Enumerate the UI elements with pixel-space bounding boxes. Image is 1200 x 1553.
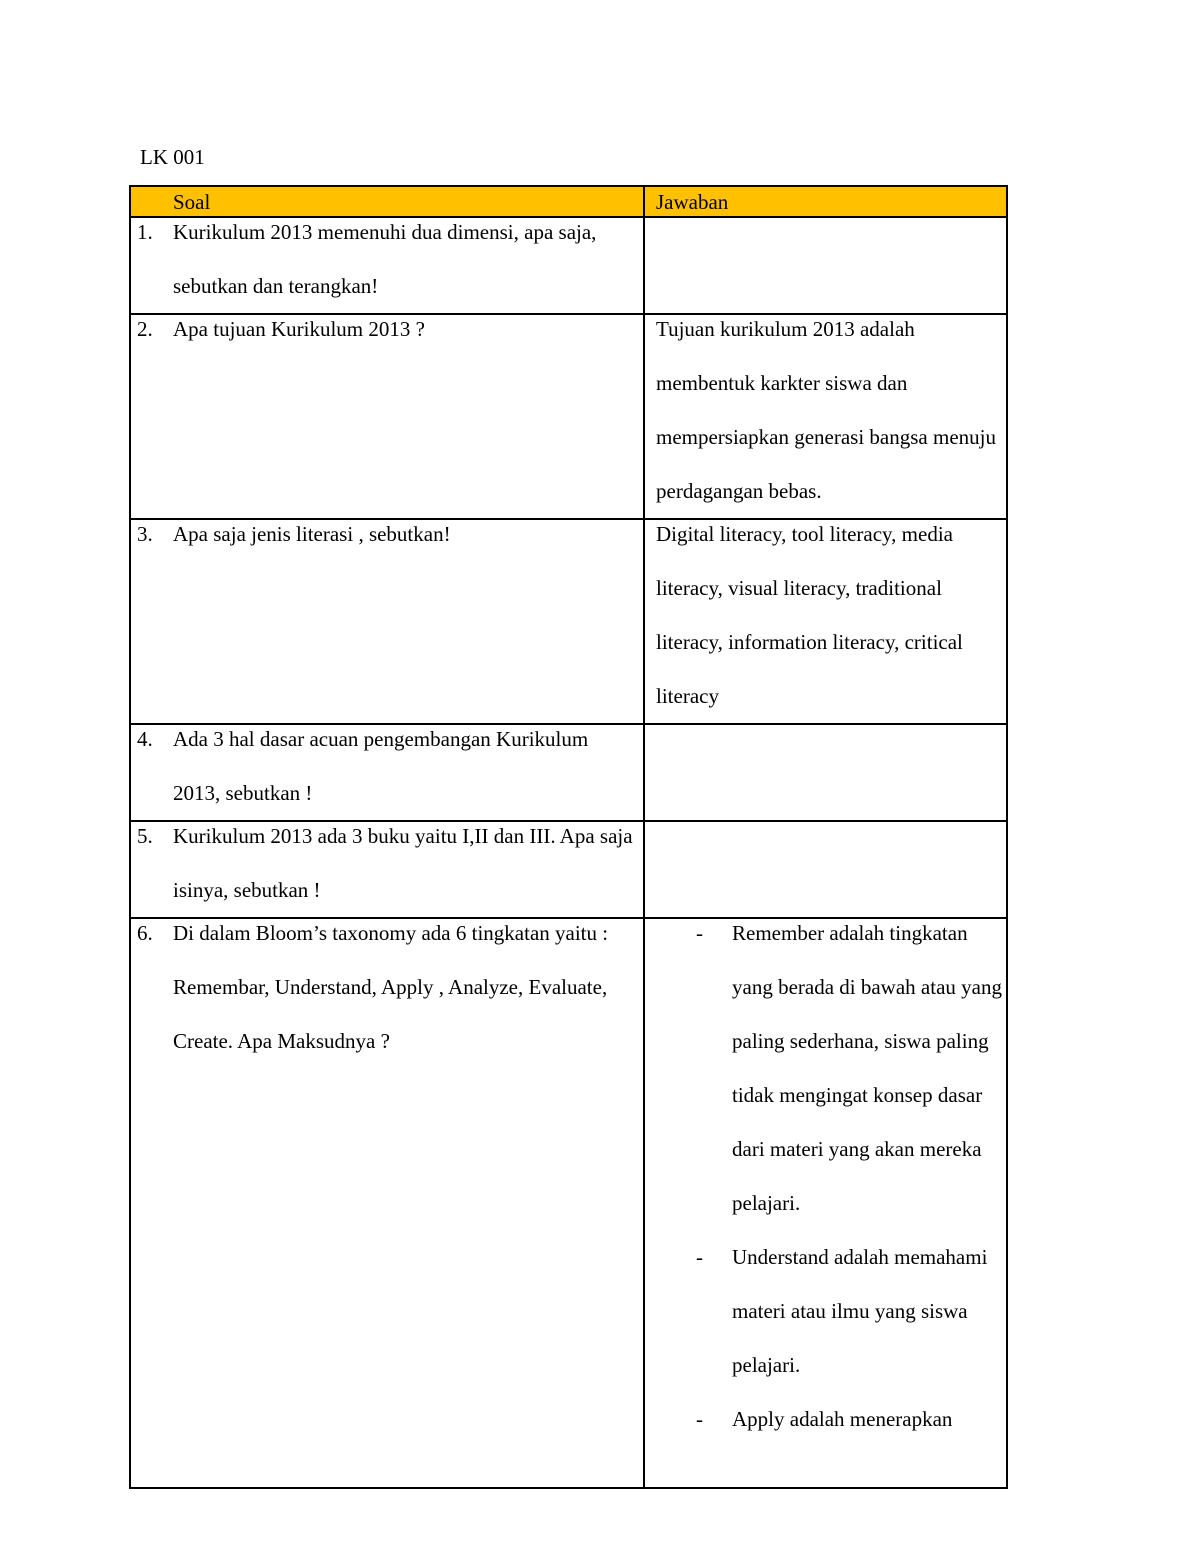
question-number: 4. — [137, 727, 153, 751]
list-item — [651, 918, 1002, 1230]
table-row — [130, 314, 1007, 519]
question-text: Apa saja jenis literasi , sebutkan! — [173, 522, 451, 546]
table-row — [130, 918, 1007, 1488]
question-number: 5. — [137, 824, 153, 848]
answer-cell — [644, 821, 1007, 918]
table-row — [130, 217, 1007, 314]
question-text: Di dalam Bloom’s taxonomy ada 6 tingkatan yaitu : Remembar, Understand, Apply , Analyze, Evaluate, Create. Apa Maksudnya ? — [173, 921, 609, 1053]
bullet-dash: - — [696, 921, 703, 945]
answer-cell — [644, 217, 1007, 314]
question-text: Kurikulum 2013 ada 3 buku yaitu I,II dan III. Apa saja isinya, sebutkan ! — [173, 824, 633, 902]
answer-bullet-list — [651, 918, 1002, 1446]
question-cell — [130, 519, 644, 724]
table-row — [130, 821, 1007, 918]
answer-cell — [644, 918, 1007, 1488]
bullet-dash: - — [696, 1245, 703, 1269]
question-text: Apa tujuan Kurikulum 2013 ? — [173, 317, 425, 341]
worksheet-table — [129, 185, 1008, 1489]
question-text: Kurikulum 2013 memenuhi dua dimensi, apa saja, sebutkan dan terangkan! — [173, 220, 597, 298]
list-item — [651, 1392, 1002, 1446]
question-cell — [130, 217, 644, 314]
document-title: LK 001 — [140, 145, 205, 169]
table-header-row — [130, 186, 1007, 217]
answer-text: Tujuan kurikulum 2013 adalah membentuk karkter siswa dan mempersiapkan generasi bangsa menuju perdagangan bebas. — [656, 317, 996, 503]
answer-text: Digital literacy, tool literacy, media literacy, visual literacy, traditional literacy, information literacy, critical literacy — [656, 522, 963, 708]
question-cell — [130, 821, 644, 918]
bullet-dash: - — [696, 1407, 703, 1431]
question-cell — [130, 724, 644, 821]
header-jawaban: Jawaban — [644, 186, 1007, 217]
answer-cell — [644, 519, 1007, 724]
question-cell — [130, 918, 644, 1488]
list-item — [651, 1230, 1002, 1392]
bullet-text: Remember adalah tingkatan yang berada di bawah atau yang paling sederhana, siswa paling tidak mengingat konsep dasar dari materi yang akan mereka pelajari. — [732, 921, 1002, 1215]
question-text: Ada 3 hal dasar acuan pengembangan Kurikulum 2013, sebutkan ! — [173, 727, 589, 805]
question-number: 2. — [137, 317, 153, 341]
header-soal: Soal — [130, 186, 644, 217]
answer-cell — [644, 724, 1007, 821]
question-number: 6. — [137, 921, 153, 945]
question-cell — [130, 314, 644, 519]
bullet-text: Understand adalah memahami materi atau ilmu yang siswa pelajari. — [732, 1245, 988, 1377]
bullet-text: Apply adalah menerapkan — [732, 1407, 953, 1431]
question-number: 3. — [137, 522, 153, 546]
answer-cell — [644, 314, 1007, 519]
table-row — [130, 519, 1007, 724]
table-row — [130, 724, 1007, 821]
question-number: 1. — [137, 220, 153, 244]
